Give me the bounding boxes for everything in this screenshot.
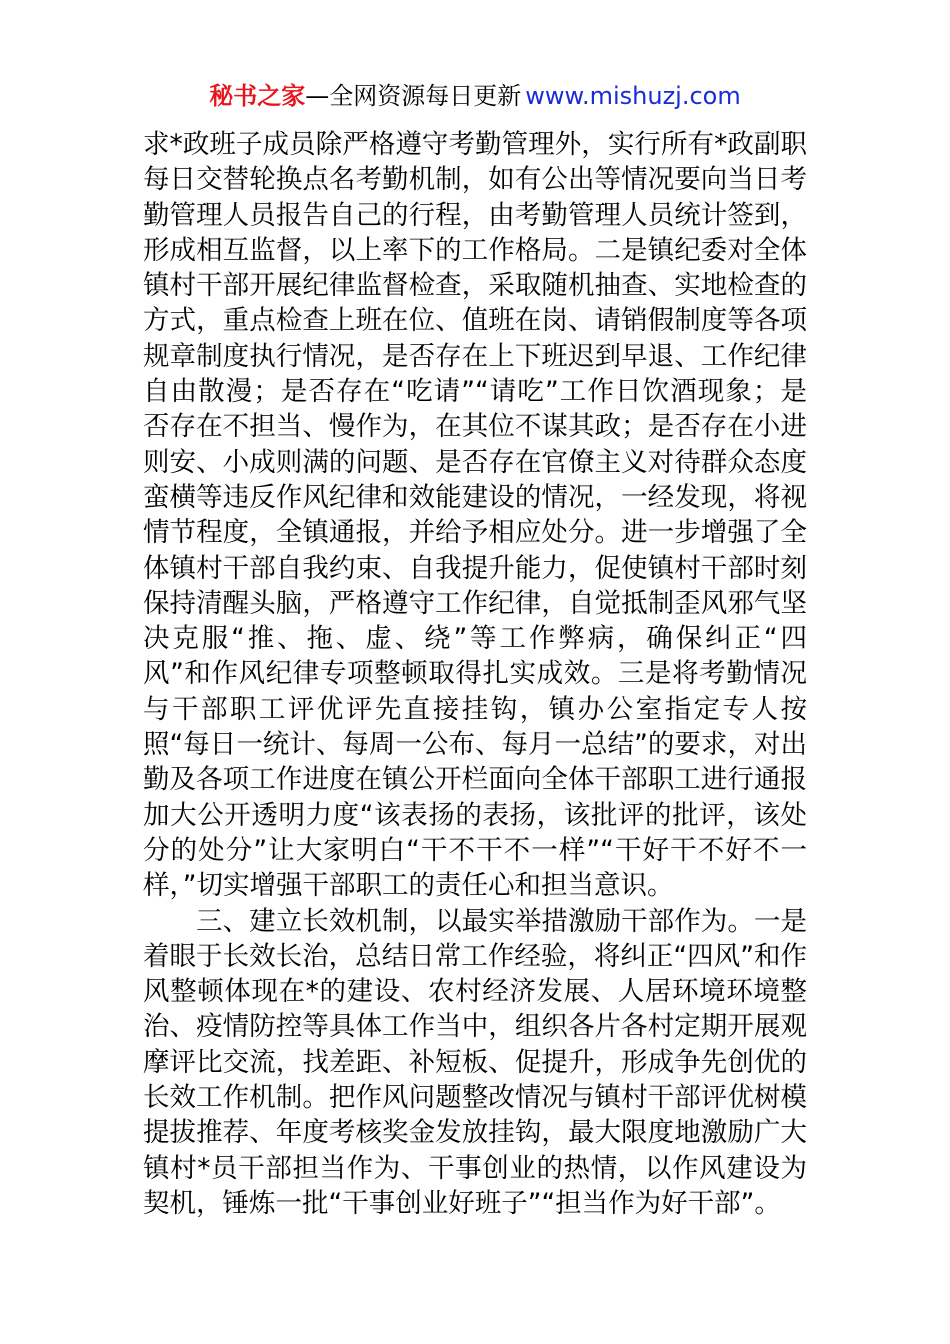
site-url-link[interactable]: www.mishuzj.com (525, 82, 741, 110)
site-header (0, 80, 950, 112)
body-paragraph-section-three: 三、建立长效机制，以最实举措激励干部作为。一是着眼于长效长治，总结日常工作经验，将纠正“四风”和作风整顿体现在*的建设、农村经济发展、人居环境环境整治、疫情防控等具体工作当中，组织各片各村定期开展观摩评比交流，找差距、补短板、促提升，形成争先创优的长效工作机制。把作风问题整改情况与镇村干部评优树模提拔推荐、年度考核奖金发放挂钩，最大限度地激励广大镇村*员干部担当作为、干事创业的热情，以作风建设为契机，锤炼一批“干事创业好班子”“担当作为好干部”。 (143, 905, 807, 1219)
document-body (143, 127, 807, 1221)
brand-name: 秘书之家 (209, 82, 306, 110)
header-tagline: —全网资源每日更新 (305, 82, 522, 110)
body-paragraph-continued: 求*政班子成员除严格遵守考勤管理外，实行所有*政副职每日交替轮换点名考勤机制，如有公出等情况要向当日考勤管理人员报告自己的行程，由考勤管理人员统计签到，形成相互监督，以上率下的工作格局。二是镇纪委对全体镇村干部开展纪律监督检查，采取随机抽查、实地检查的方式，重点检查上班在位、值班在岗、请销假制度等各项规章制度执行情况，是否存在上下班迟到早退、工作纪律自由散漫；是否存在“吃请”“请吃”工作日饮酒现象；是否存在不担当、慢作为，在其位不谋其政；是否存在小进则安、小成则满的问题、是否存在官僚主义对待群众态度蛮横等违反作风纪律和效能建设的情况，一经发现，将视情节程度，全镇通报，并给予相应处分。进一步增强了全体镇村干部自我约束、自我提升能力，促使镇村干部时刻保持清醒头脑，严格遵守工作纪律，自觉抵制歪风邪气坚决克服“推、拖、虚、绕”等工作弊病，确保纠正“四风”和作风纪律专项整顿取得扎实成效。三是将考勤情况与干部职工评优评先直接挂钩，镇办公室指定专人按照“每日一统计、每周一公布、每月一总结”的要求，对出勤及各项工作进度在镇公开栏面向全体干部职工进行通报加大公开透明力度“该表扬的表扬，该批评的批评，该处分的处分”让大家明白“干不干不一样”“干好干不好不一样，”切实增强干部职工的责任心和担当意识。 (143, 129, 807, 902)
